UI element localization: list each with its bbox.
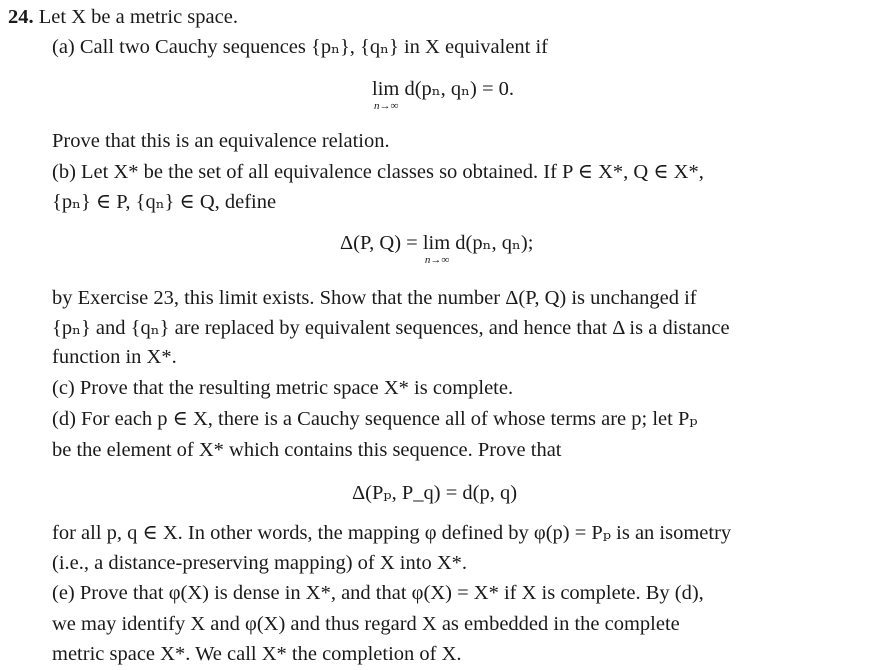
limit-subscript: n→∞ bbox=[424, 254, 450, 266]
part-a-line-2: Prove that this is an equivalence relation. bbox=[52, 130, 390, 152]
exercise-intro: Let X be a metric space. bbox=[38, 6, 238, 28]
part-e-line-3: metric space X*. We call X* the completion of X. bbox=[52, 643, 462, 665]
part-b-line-3: by Exercise 23, this limit exists. Show that the number Δ(P, Q) is unchanged if bbox=[52, 287, 697, 309]
limit-subscript: n→∞ bbox=[374, 100, 399, 112]
equation-right: lim d(pₙ, qₙ); bbox=[422, 232, 534, 254]
equation-left: Δ(P, Q) = bbox=[340, 232, 418, 254]
part-a-equation bbox=[372, 76, 515, 112]
exercise-number: 24. bbox=[8, 6, 34, 28]
part-c-line-1: (c) Prove that the resulting metric space X* is complete. bbox=[52, 377, 514, 399]
part-d-equation: Δ(Pₚ, P_q) = d(p, q) bbox=[352, 482, 518, 504]
limit-expression bbox=[372, 76, 515, 112]
exercise-header bbox=[8, 4, 238, 30]
part-d-line-4: (i.e., a distance-preserving mapping) of X into X*. bbox=[52, 552, 468, 574]
part-e-line-2: we may identify X and φ(X) and thus regard X as embedded in the complete bbox=[52, 613, 680, 635]
part-b-line-1: (b) Let X* be the set of all equivalence classes so obtained. If P ∈ X*, Q ∈ X*, bbox=[52, 161, 704, 183]
part-b-equation bbox=[340, 230, 534, 266]
part-a-line-1: (a) Call two Cauchy sequences {pₙ}, {qₙ} in X equivalent if bbox=[52, 36, 549, 58]
part-e-line-1: (e) Prove that φ(X) is dense in X*, and that φ(X) = X* if X is complete. By (d), bbox=[52, 582, 704, 604]
part-d-line-2: be the element of X* which contains this sequence. Prove that bbox=[52, 439, 562, 461]
equation-text: lim d(pₙ, qₙ) = 0. bbox=[372, 78, 515, 100]
limit-expression bbox=[422, 230, 534, 266]
part-d-line-1: (d) For each p ∈ X, there is a Cauchy sequence all of whose terms are p; let Pₚ bbox=[52, 408, 698, 430]
part-b-line-2: {pₙ} ∈ P, {qₙ} ∈ Q, define bbox=[52, 191, 277, 213]
part-d-line-3: for all p, q ∈ X. In other words, the mapping φ defined by φ(p) = Pₚ is an isometry bbox=[52, 522, 732, 544]
part-b-line-5: function in X*. bbox=[52, 346, 177, 368]
part-b-line-4: {pₙ} and {qₙ} are replaced by equivalent sequences, and hence that Δ is a distance bbox=[52, 317, 730, 339]
